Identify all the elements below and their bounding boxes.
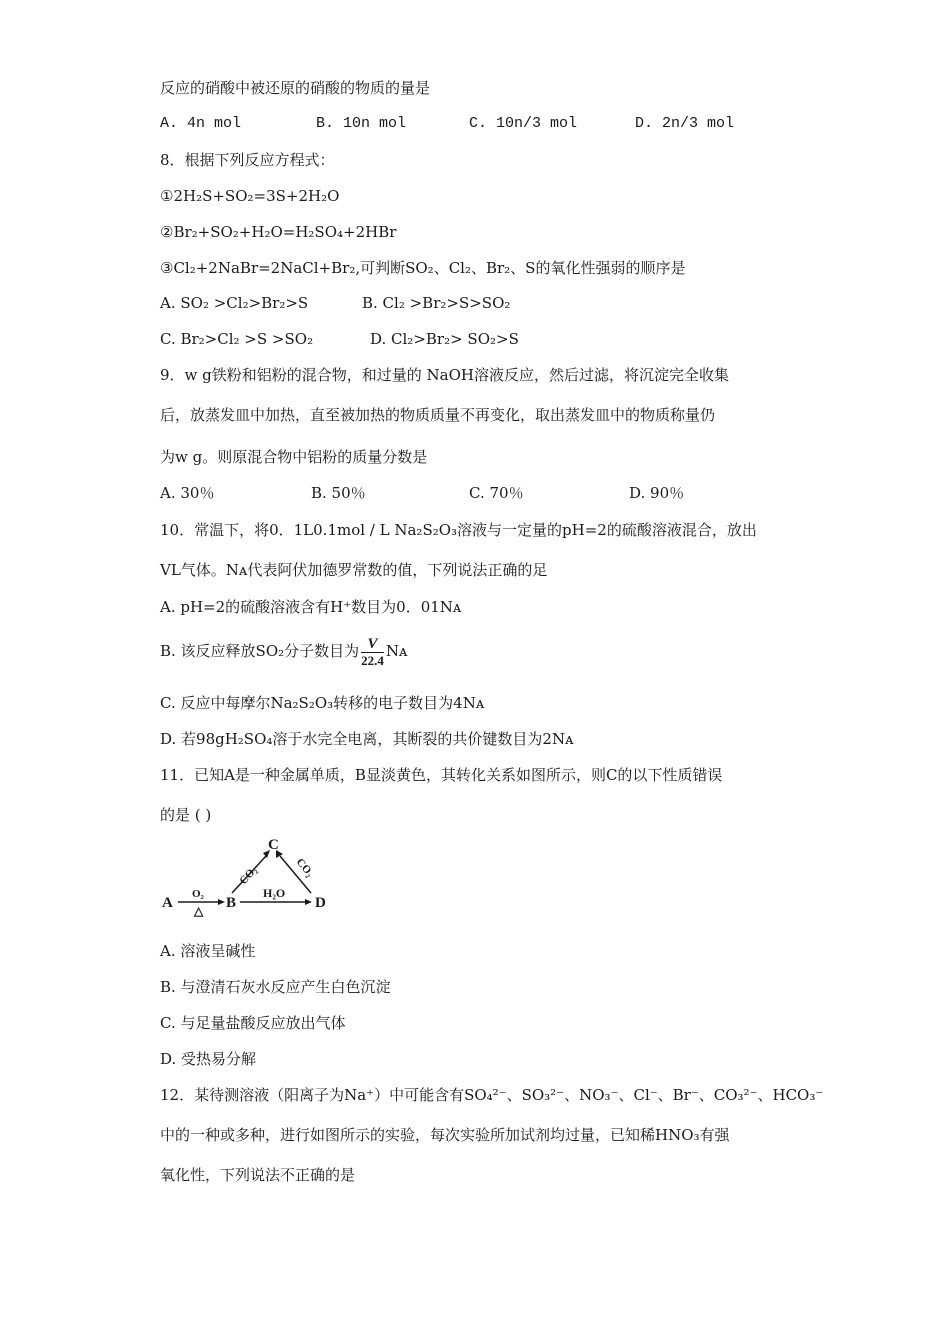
fraction-denominator: 22.4	[361, 652, 384, 668]
q10-line-2: VL气体。Nᴀ代表阿伏加德罗常数的值，下列说法正确的足	[160, 561, 548, 579]
q9-line-2: 后，放蒸发皿中加热，直至被加热的物质质量不再变化，取出蒸发皿中的物质称量仍	[160, 406, 716, 424]
q9-option-a: A. 30％	[160, 484, 215, 502]
q8-equation-3: ③Cl₂+2NaBr=2NaCl+Br₂,可判断SO₂、Cl₂、Br₂、S的氧化性强弱的顺序是	[160, 259, 686, 277]
reaction-scheme-diagram	[160, 835, 340, 917]
node-a-label: A	[162, 895, 173, 911]
q12-line-1: 12．某待测溶液（阳离子为Na⁺）中可能含有SO₄²⁻、SO₃²⁻、NO₃⁻、Cl⁻、Br⁻、CO₃²⁻、HCO₃⁻	[160, 1086, 824, 1104]
q9-option-b: B. 50％	[311, 484, 366, 502]
q12-line-3: 氧化性，下列说法不正确的是	[160, 1166, 356, 1184]
q8-equation-1: ①2H₂S+SO₂=3S+2H₂O	[160, 187, 340, 205]
q9-line-3: 为w g。则原混合物中铝粉的质量分数是	[160, 448, 428, 466]
q9-option-d: D. 90％	[629, 484, 685, 502]
q11-option-a: A. 溶液呈碱性	[160, 942, 256, 960]
q11-line-2: 的是 ( )	[160, 806, 212, 824]
q11-option-d: D. 受热易分解	[160, 1050, 257, 1068]
node-c-label: C	[268, 837, 279, 853]
q9-option-c: C. 70％	[469, 484, 524, 502]
q8-option-d: D. Cl₂>Br₂> SO₂>S	[370, 330, 519, 348]
arrowhead-b-to-d	[305, 899, 312, 905]
q9-line-1: 9．w g铁粉和铝粉的混合物，和过量的 NaOH溶液反应，然后过滤，将沉淀完全收集	[160, 366, 729, 384]
q11-line-1: 11．已知A是一种金属单质，B显淡黄色，其转化关系如图所示，则C的以下性质错误	[160, 766, 723, 784]
q7-option-c: C. 10n/3 mol	[469, 115, 578, 132]
q10-option-b	[160, 634, 408, 668]
q7-option-b: B. 10n mol	[316, 115, 407, 132]
q8-option-a: A. SO₂ >Cl₂>Br₂>S	[160, 294, 309, 312]
q10-line-1: 10．常温下，将0．1L0.1mol / L Na₂S₂O₃溶液与一定量的pH=2的硫酸溶液混合，放出	[160, 521, 757, 539]
q11-option-c: C. 与足量盐酸反应放出气体	[160, 1014, 346, 1032]
q12-line-2: 中的一种或多种，进行如图所示的实验，每次实验所加试剂均过量，已知稀HNO₃有强	[160, 1126, 730, 1144]
arrowhead-a-to-b	[218, 899, 225, 905]
q11-option-b: B. 与澄清石灰水反应产生白色沉淀	[160, 978, 391, 996]
q10-option-b-text: B. 该反应释放SO₂分子数目为	[160, 642, 360, 660]
h2o-reagent-label: H₂O	[263, 886, 286, 900]
node-d-label: D	[315, 895, 326, 911]
q10-option-d: D. 若98gH₂SO₄溶于水完全电离，其断裂的共价键数目为2Nᴀ	[160, 730, 574, 748]
q8-option-b: B. Cl₂ >Br₂>S>SO₂	[362, 294, 511, 312]
q8-option-c: C. Br₂>Cl₂ >S >SO₂	[160, 330, 314, 348]
q8-stem: 8．根据下列反应方程式：	[160, 151, 335, 169]
fraction-numerator: V	[361, 637, 384, 653]
node-b-label: B	[226, 895, 237, 911]
heat-delta-label: △	[194, 904, 204, 917]
q7-option-d: D. 2n/3 mol	[635, 115, 735, 132]
q7-option-a: A. 4n mol	[160, 115, 242, 132]
q10-option-b-unit: Nᴀ	[385, 642, 408, 660]
v-over-22-4-fraction	[361, 637, 384, 668]
q8-equation-2: ②Br₂+SO₂+H₂O=H₂SO₄+2HBr	[160, 223, 397, 241]
q10-option-c: C. 反应中每摩尔Na₂S₂O₃转移的电子数目为4Nᴀ	[160, 694, 485, 712]
co2-left-label: CO₂	[237, 864, 260, 888]
q10-option-a: A. pH=2的硫酸溶液含有H⁺数目为0．01Nᴀ	[160, 598, 462, 616]
co2-right-label: CO₂	[293, 856, 316, 880]
o2-reagent-label: O₂	[192, 888, 204, 900]
q7-stem-tail: 反应的硝酸中被还原的硝酸的物质的量是	[160, 79, 431, 97]
